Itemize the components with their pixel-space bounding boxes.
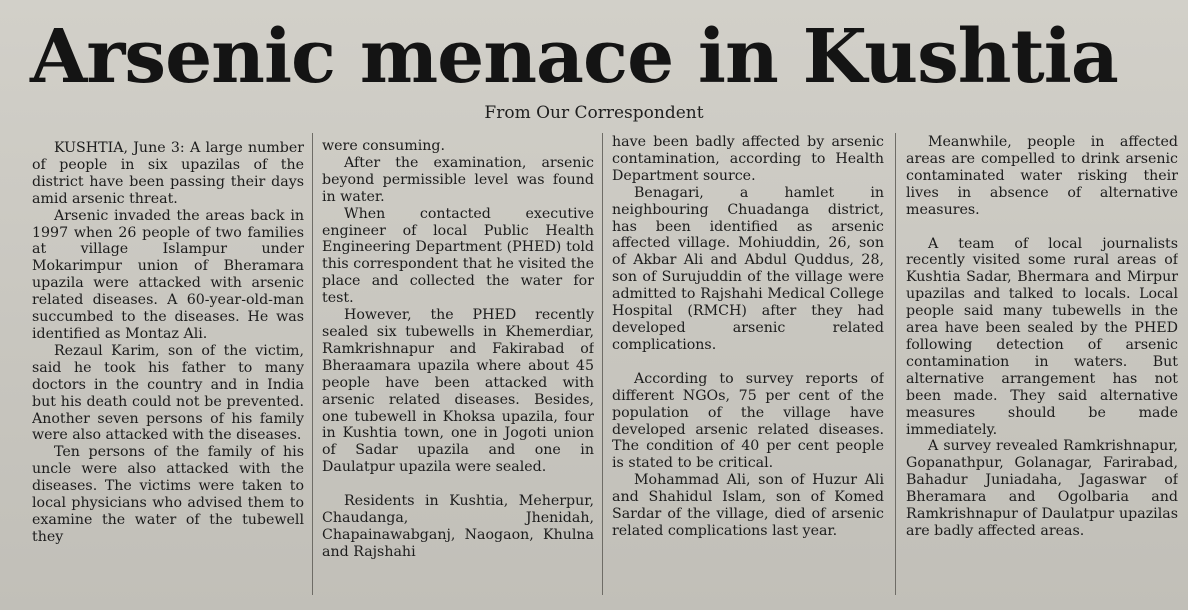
article-paragraph: Rezaul Karim, son of the victim, said he took his father to many doctors in the country and in India but his death could not be prevented. Another seven persons of his family were also attacked with the diseases. [32, 342, 304, 444]
article-paragraph: KUSHTIA, June 3: A large number of people in six upazilas of the district have been passing their days amid arsenic threat. [32, 140, 304, 207]
article-paragraph: Ten persons of the family of his uncle were also attacked with the diseases. The victims were taken to local physicians who advised them to examine the water of the tubewell they [32, 444, 304, 545]
article-paragraph: When contacted executive engineer of local Public Health Engineering Department (PHED) told this correspondent that he visited the place and collected the water for test. [322, 205, 594, 307]
column-divider [312, 133, 313, 595]
article-column-1 [32, 140, 304, 600]
column-divider [602, 133, 603, 595]
article-paragraph: After the examination, arsenic beyond permissible level was found in water. [322, 154, 594, 205]
column-divider [895, 133, 896, 595]
article-paragraph: Mohammad Ali, son of Huzur Ali and Shahidul Islam, son of Komed Sardar of the village, died of arsenic related complications last year. [612, 472, 884, 539]
article-column-4 [906, 134, 1178, 594]
article-paragraph: According to survey reports of different NGOs, 75 per cent of the population of the village have developed arsenic related diseases. The condition of 40 per cent people is stated to be critical. [612, 370, 884, 472]
article-column-2 [322, 138, 594, 598]
article-paragraph: Benagari, a hamlet in neighbouring Chuadanga district, has been identified as arsenic affected village. Mohiuddin, 26, son of Akbar Ali and Abdul Quddus, 28, son of Surujuddin of the village were admitted to Rajshahi Medical College Hospital (RMCH) after they had developed arsenic related complications. [612, 184, 884, 353]
article-paragraph: Residents in Kushtia, Meherpur, Chaudanga, Jhenidah, Chapainawabganj, Naogaon, Khulna and Rajshahi [322, 493, 594, 560]
article-column-3 [612, 134, 884, 594]
article-paragraph: Meanwhile, people in affected areas are compelled to drink arsenic contaminated water risking their lives in absence of alternative measures. [906, 134, 1178, 218]
article-paragraph: A team of local journalists recently visited some rural areas of Kushtia Sadar, Bhermara and Mirpur upazilas and talked to locals. Local people said many tubewells in the area have been sealed by the PHED following detection of arsenic contamination in waters. But alternative arrangement has not been made. They said alternative measures should be made immediately. [906, 235, 1178, 438]
article-paragraph: Arsenic invaded the areas back in 1997 when 26 people of two families at village Islampur under Mokarimpur union of Bheramara upazila were attacked with arsenic related diseases. A 60-year-old-man succumbed to the diseases. He was identified as Montaz Ali. [32, 207, 304, 342]
article-paragraph: have been badly affected by arsenic contamination, according to Health Department source. [612, 134, 884, 184]
headline: Arsenic menace in Kushtia [30, 14, 1118, 100]
byline: From Our Correspondent [484, 103, 704, 123]
article-paragraph: A survey revealed Ramkrishnapur, Gopanathpur, Golanagar, Farirabad, Bahadur Juniadaha, Jagaswar of Bheramara and Ogolbaria and Ramkrishnapur of Daulatpur upazilas are badly affected areas. [906, 438, 1178, 539]
article-paragraph: were consuming. [322, 138, 445, 154]
article-paragraph: However, the PHED recently sealed six tubewells in Khemerdiar, Ramkrishnapur and Fakirabad of Bheraamara upazila where about 45 people have been attacked with arsenic related diseases. Besides, one tubewell in Khoksa upazila, four in Kushtia town, one in Jogoti union of Sadar upazila and one in Daulatpur upazila were sealed. [322, 307, 594, 476]
